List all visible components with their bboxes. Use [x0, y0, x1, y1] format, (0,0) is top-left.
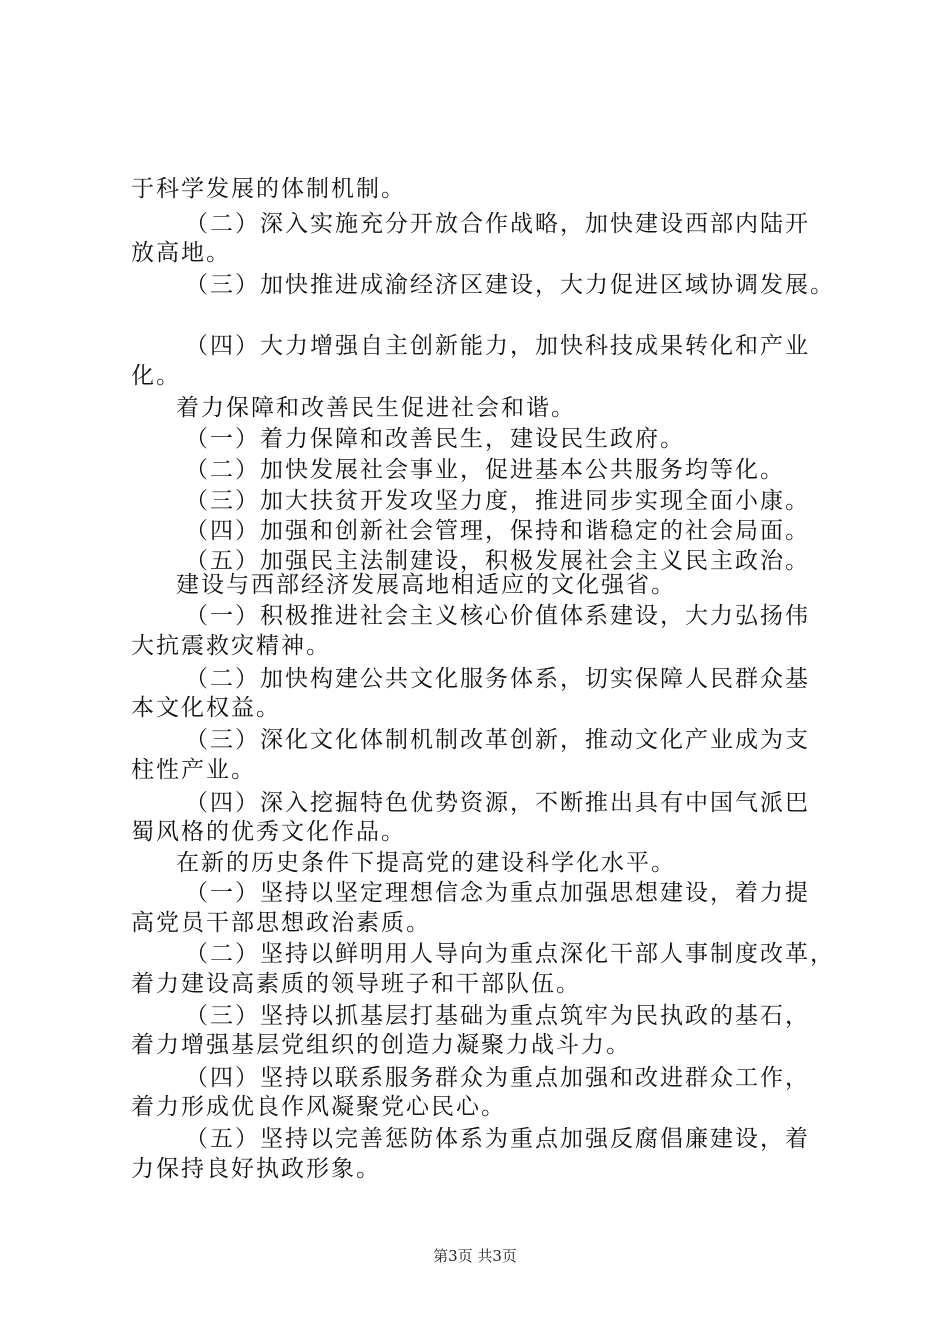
text-line: （三）加大扶贫开发攻坚力度，推进同步实现全面小康。 — [185, 488, 810, 514]
text-line: 高党员干部思想政治素质。 — [131, 910, 431, 936]
text-line: （三）深化文化体制机制改革创新，推动文化产业成为支 — [185, 727, 810, 753]
text-line: （三）加快推进成渝经济区建设，大力促进区域协调发展。 — [185, 272, 835, 298]
text-line: （一）坚持以坚定理想信念为重点加强思想建设，着力提 — [185, 880, 810, 906]
text-line: （二）加快构建公共文化服务体系，切实保障人民群众基 — [185, 666, 810, 692]
text-line: （一）积极推进社会主义核心价值体系建设，大力弘扬伟 — [185, 603, 810, 629]
text-line: （二）坚持以鲜明用人导向为重点深化干部人事制度改革， — [185, 941, 835, 967]
text-line: （四）深入挖掘特色优势资源，不断推出具有中国气派巴 — [185, 790, 810, 816]
text-line: （五）坚持以完善惩防体系为重点加强反腐倡廉建设，着 — [185, 1126, 810, 1152]
text-line: 于科学发展的体制机制。 — [131, 176, 406, 202]
section-heading: 着力保障和改善民生促进社会和谐。 — [176, 395, 576, 421]
text-line: 着力增强基层党组织的创造力凝聚力战斗力。 — [131, 1032, 631, 1058]
text-line: （四）加强和创新社会管理，保持和谐稳定的社会局面。 — [185, 518, 810, 544]
text-line: 力保持良好执政形象。 — [131, 1156, 381, 1182]
text-line: （二）加快发展社会事业，促进基本公共服务均等化。 — [185, 457, 785, 483]
text-line: （三）坚持以抓基层打基础为重点筑牢为民执政的基石， — [185, 1003, 810, 1029]
text-line: 着力建设高素质的领导班子和干部队伍。 — [131, 971, 581, 997]
text-line: 化。 — [131, 363, 181, 389]
text-line: 柱性产业。 — [131, 757, 256, 783]
text-line: （四）坚持以联系服务群众为重点加强和改进群众工作， — [185, 1065, 810, 1091]
text-line: 着力形成优良作风凝聚党心民心。 — [131, 1094, 506, 1120]
text-line: 蜀风格的优秀文化作品。 — [131, 819, 406, 845]
text-line: （五）加强民主法制建设，积极发展社会主义民主政治。 — [185, 548, 810, 574]
text-line: 大抗震救灾精神。 — [131, 633, 331, 659]
text-line: （二）深入实施充分开放合作战略，加快建设西部内陆开 — [185, 211, 810, 237]
text-line: 本文化权益。 — [131, 695, 281, 721]
text-line: （一）着力保障和改善民生，建设民生政府。 — [185, 426, 685, 452]
page-footer: 第3页 共3页 — [433, 1247, 517, 1265]
section-heading: 在新的历史条件下提高党的建设科学化水平。 — [176, 850, 676, 876]
section-heading: 建设与西部经济发展高地相适应的文化强省。 — [176, 572, 676, 598]
text-line: 放高地。 — [131, 240, 231, 266]
text-line: （四）大力增强自主创新能力，加快科技成果转化和产业 — [185, 333, 810, 359]
